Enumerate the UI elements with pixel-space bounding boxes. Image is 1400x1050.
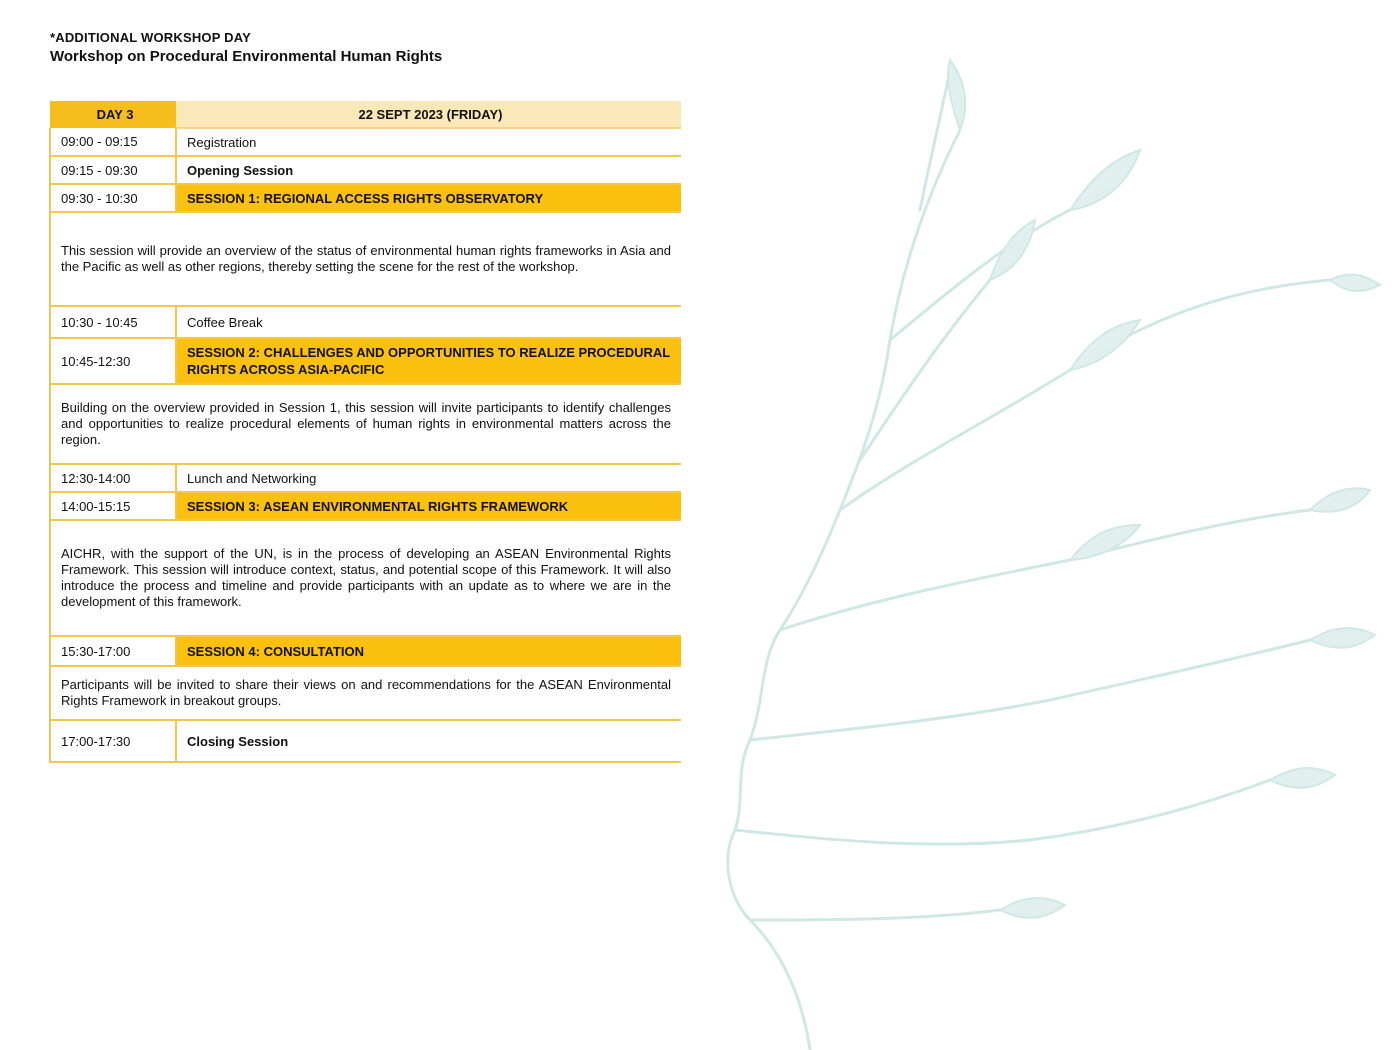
leaf-icon [948, 60, 1380, 918]
table-row [50, 184, 681, 212]
agenda-header-row [50, 101, 681, 128]
table-row [50, 338, 681, 384]
agenda-table [49, 101, 681, 763]
time-cell: 09:15 - 09:30 [50, 156, 176, 184]
session-title-cell: SESSION 1: REGIONAL ACCESS RIGHTS OBSERVATORY [176, 184, 681, 212]
time-cell: 10:30 - 10:45 [50, 306, 176, 338]
table-row [50, 306, 681, 338]
page-title: Workshop on Procedural Environmental Human Rights [50, 48, 443, 65]
item-cell: Registration [176, 128, 681, 156]
table-row [50, 720, 681, 762]
day-label: DAY 3 [50, 101, 176, 128]
time-cell: 17:00-17:30 [50, 720, 176, 762]
time-cell: 10:45-12:30 [50, 338, 176, 384]
session-title-cell: SESSION 3: ASEAN ENVIRONMENTAL RIGHTS FRAMEWORK [176, 492, 681, 520]
item-cell: Coffee Break [176, 306, 681, 338]
table-row [50, 128, 681, 156]
item-cell: Closing Session [176, 720, 681, 762]
description-row [50, 212, 681, 306]
table-row [50, 464, 681, 492]
session-title-cell: SESSION 2: CHALLENGES AND OPPORTUNITIES TO REALIZE PROCEDURAL RIGHTS ACROSS ASIA-PACIFIC [176, 338, 681, 384]
session-description: Building on the overview provided in Session 1, this session will invite participants to identify challenges and opportunities to realize procedural elements of human rights in environmental matters across the region. [50, 384, 681, 464]
table-row [50, 156, 681, 184]
description-row [50, 666, 681, 720]
table-row [50, 492, 681, 520]
time-cell: 15:30-17:00 [50, 636, 176, 666]
header-kicker: *ADDITIONAL WORKSHOP DAY [50, 30, 252, 45]
item-cell: Lunch and Networking [176, 464, 681, 492]
time-cell: 12:30-14:00 [50, 464, 176, 492]
page-header [50, 30, 442, 65]
time-cell: 14:00-15:15 [50, 492, 176, 520]
item-cell: Opening Session [176, 156, 681, 184]
session-description: This session will provide an overview of the status of environmental human rights frameworks in Asia and the Pacific as well as other regions, thereby setting the scene for the rest of the workshop. [50, 212, 681, 306]
table-row [50, 636, 681, 666]
session-title-cell: SESSION 4: CONSULTATION [176, 636, 681, 666]
session-description: AICHR, with the support of the UN, is in the process of developing an ASEAN Environmental Rights Framework. This session will introduce context, status, and potential scope of this Framework. It will also introduce the process and timeline and provide participants with an update as to where we are in the development of this framework. [50, 520, 681, 636]
session-description: Participants will be invited to share their views on and recommendations for the ASEAN Environmental Rights Framework in breakout groups. [50, 666, 681, 720]
date-label: 22 SEPT 2023 (FRIDAY) [176, 101, 681, 128]
time-cell: 09:00 - 09:15 [50, 128, 176, 156]
description-row [50, 384, 681, 464]
description-row [50, 520, 681, 636]
time-cell: 09:30 - 10:30 [50, 184, 176, 212]
tree-head-illustration [690, 40, 1390, 1050]
